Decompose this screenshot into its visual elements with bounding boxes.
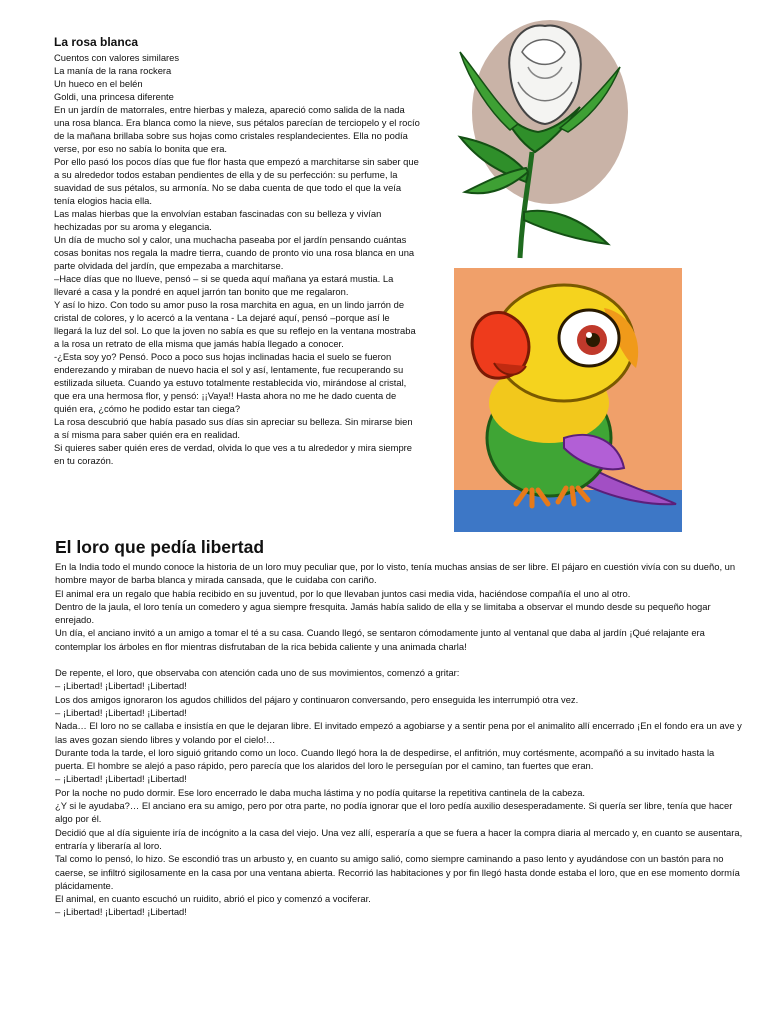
story-paragraph: En un jardín de matorrales, entre hierbas y maleza, apareció como salida de la nada una rosa blanca. Era blanca como la nieve, sus pétalos parecían de terciopelo y el rocío de la mañana brillaba sobre sus hojas como cristales resplandecientes. Ella no podía verse, por eso no sabía lo bonita que era.	[54, 104, 420, 154]
story-paragraph: – ¡Libertad! ¡Libertad! ¡Libertad!	[55, 906, 187, 918]
story-paragraph: Por ello pasó los pocos días que fue flor hasta que empezó a marchitarse sin saber que a su alrededor todos estaban pendientes de ella y de su perfección: su perfume, la suavidad de sus pétalos, su armonía. No se daba cuenta de que todo el que la veía tenía elogios hacia ella.	[54, 156, 419, 206]
story-paragraph: Nada… El loro no se callaba e insistía en que le dejaran libre. El invitado empezó a agobiarse y a sentir pena por el animalito allí encerrado ¡En el fondo era un ave y las aves gozan siendo libres y volando por el cielo!…	[55, 720, 742, 745]
story-paragraph: Tal como lo pensó, lo hizo. Se escondió tras un arbusto y, en cuanto su amigo salió, como siempre caminando a paso lento y ayudándose con un bastón para no caerse, se infiltró sigilosamente en la casa por una ventana abierta. Recorrió las habitaciones y por fin llegó hasta donde estaba el loro, que en ese momento dormía plácidamente.	[55, 853, 740, 891]
parrot-illustration	[454, 268, 682, 532]
story-paragraph: Durante toda la tarde, el loro siguió gritando como un loco. Cuando llegó hora la de despedirse, el anfitrión, muy cortésmente, acompañó a su invitado hasta la puerta. El hombre se alejó a paso rápido, pero parecía que los alaridos del loro le perseguían por el camino, tan fuertes que eran.	[55, 746, 715, 772]
story-paragraph: –Hace días que no llueve, pensó – si se queda aquí mañana ya estará mustia. La llevaré a casa y la pondré en aquel jarrón tan bonito que me regalaron.	[54, 273, 394, 297]
story-paragraph: Por la noche no pudo dormir. Ese loro encerrado le daba mucha lástima y no podía quitarse la repetitiva cantinela de la cabeza.	[55, 786, 586, 798]
story-paragraph: – ¡Libertad! ¡Libertad! ¡Libertad!	[55, 773, 187, 785]
related-link[interactable]: Goldi, una princesa diferente	[54, 91, 174, 102]
story-title: El loro que pedía libertad	[55, 537, 265, 557]
story-paragraph: De repente, el loro, que observaba con atención cada uno de sus movimientos, comenzó a gritar:	[55, 667, 460, 679]
story-paragraph: El animal era un regalo que había recibido en su juventud, por lo que llevaban juntos casi media vida, haciéndose compañía el uno al otro.	[55, 587, 631, 599]
story-paragraph: Decidió que al día siguiente iría de incógnito a la casa del viejo. Una vez allí, esperaría a que se fuera a hacer la compra diaria al mercado y, en cuanto se ausentara, entraría y liberaría al loro.	[55, 826, 743, 851]
story-paragraph: – ¡Libertad! ¡Libertad! ¡Libertad!	[55, 680, 187, 692]
story-paragraph: Los dos amigos ignoraron los agudos chillidos del pájaro y continuaron conversando, pero enseguida les interrumpió otra vez.	[55, 693, 579, 705]
story-paragraph: La rosa descubrió que había pasado sus días sin apreciar su belleza. Sin mirarse bien a sí misma para saber quién era en realidad.	[54, 416, 413, 440]
story-paragraph: Si quieres saber quién eres de verdad, olvida lo que ves a tu alrededor y mira siempre en tu corazón.	[54, 442, 413, 466]
story-paragraph: ¿Y si le ayudaba?… El anciano era su amigo, pero por otra parte, no podía ignorar que el loro pedía auxilio desesperadamente. Si quería ser libre, tenía que hacer algo por él.	[55, 800, 733, 825]
story-rosa-blanca	[54, 35, 420, 467]
story-paragraph: Dentro de la jaula, el loro tenía un comedero y agua siempre fresquita. Jamás había salido de ella y se limitaba a observar el mundo desde su pequeño hogar enrejado.	[55, 600, 711, 626]
paragraph-spacer	[55, 653, 745, 666]
story-paragraph: Un día, el anciano invitó a un amigo a tomar el té a su casa. Cuando llegó, se sentaron cómodamente junto al ventanal que daba al jardín ¡Qué relajante era contemplar los árboles en flor mientras disfrutaban de la rica bebida caliente y una animada charla!	[55, 627, 705, 652]
story-paragraph: – ¡Libertad! ¡Libertad! ¡Libertad!	[55, 706, 187, 718]
story-loro-libertad	[55, 536, 745, 919]
white-rose-illustration	[440, 12, 630, 260]
story-paragraph: El animal, en cuanto escuchó un ruidito, abrió el pico y comenzó a vociferar.	[55, 893, 371, 905]
story-paragraph: Un día de mucho sol y calor, una muchacha paseaba por el jardín pensando cuántas cosas bonitas nos regala la madre tierra, cuando de pronto vio una rosa blanca en una parte olvidada del jardín, que empezaba a marchitarse.	[54, 234, 415, 271]
story-paragraph: -¿Esta soy yo? Pensó. Poco a poco sus hojas inclinadas hacia el suelo se fueron enderezando y miraban de nuevo hacia el sol y así, lentamente, fue recuperando su estilizada silueta. Cuando ya estuvo totalmente restablecida vio, mirándose al cristal, que era una hermosa flor, y pensó: ¡¡Vaya!! Hasta ahora no me he dado cuenta de quién era, ¿cómo he podido estar tan ciega?	[54, 351, 407, 414]
related-link[interactable]: La manía de la rana rockera	[54, 65, 172, 76]
story-paragraph: En la India todo el mundo conoce la historia de un loro muy peculiar que, por lo visto, tenía muchas ansias de ser libre. El pájaro en cuestión vivía con su dueño, un hombre mayor de barba blanca y mirada cansada, que le cuidaba con cariño.	[55, 561, 736, 586]
related-link[interactable]: Cuentos con valores similares	[54, 52, 180, 63]
story-paragraph: Las malas hierbas que la envolvían estaban fascinadas con su belleza y vivían hechizadas por su aroma y elegancia.	[54, 208, 382, 232]
related-link[interactable]: Un hueco en el belén	[54, 78, 143, 89]
story-title: La rosa blanca	[54, 35, 139, 49]
story-paragraph: Y así lo hizo. Con todo su amor puso la rosa marchita en agua, en un lindo jarrón de cristal de colores, y lo acercó a la ventana - La dejaré aquí, pensó –porque así le llegará la luz del sol. Lo que la joven no sabía es que su reflejo en la ventana mostraba a la rosa un retrato de ella misma que jamás había llegado a conocer.	[54, 299, 416, 349]
